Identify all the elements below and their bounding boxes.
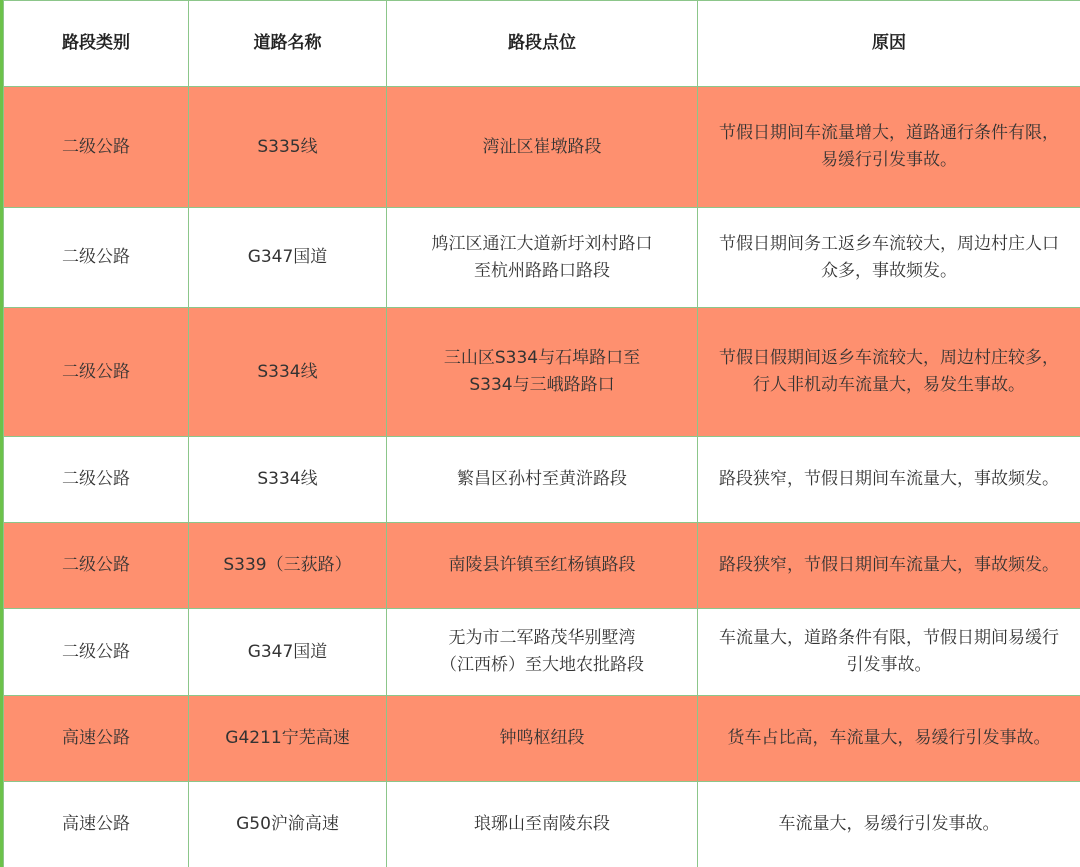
cell-road-name: G50沪渝高速	[189, 782, 387, 867]
cell-category: 高速公路	[4, 696, 189, 782]
header-reason: 原因	[698, 1, 1080, 87]
cell-location: 钟鸣枢纽段	[387, 696, 698, 782]
header-category: 路段类别	[4, 1, 189, 87]
cell-road-name: G347国道	[189, 208, 387, 308]
cell-category: 高速公路	[4, 782, 189, 867]
cell-category: 二级公路	[4, 208, 189, 308]
table-row	[4, 696, 1080, 782]
cell-reason	[698, 87, 1080, 208]
reason-line: 节假日期间车流量增大，道路通行条件有限，	[719, 123, 1059, 143]
cell-location: 南陵县许镇至红杨镇路段	[387, 523, 698, 609]
reason-line: 引发事故。	[846, 655, 932, 675]
table-row	[4, 308, 1080, 437]
cell-reason: 车流量大，易缓行引发事故。	[698, 782, 1080, 867]
cell-category: 二级公路	[4, 609, 189, 696]
cell-road-name: G347国道	[189, 609, 387, 696]
cell-location	[387, 208, 698, 308]
location-line: 无为市二军路茂华别墅湾	[448, 628, 636, 648]
cell-reason: 路段狭窄，节假日期间车流量大，事故频发。	[698, 523, 1080, 609]
header-road-name: 道路名称	[189, 1, 387, 87]
table-row	[4, 437, 1080, 523]
reason-line: 行人非机动车流量大，易发生事故。	[753, 375, 1025, 395]
cell-location: 繁昌区孙村至黄浒路段	[387, 437, 698, 523]
reason-line: 车流量大，道路条件有限，节假日期间易缓行	[719, 628, 1059, 648]
cell-reason: 货车占比高，车流量大，易缓行引发事故。	[698, 696, 1080, 782]
location-line: 鸠江区通江大道新圩刘村路口	[431, 233, 653, 254]
cell-location: 琅琊山至南陵东段	[387, 782, 698, 867]
cell-location	[387, 609, 698, 696]
reason-line: 节假日期间务工返乡车流较大，周边村庄人口	[719, 233, 1059, 254]
cell-reason: 路段狭窄，节假日期间车流量大，事故频发。	[698, 437, 1080, 523]
cell-road-name: G4211宁芜高速	[189, 696, 387, 782]
table-row	[4, 523, 1080, 609]
location-line: 至杭州路路口路段	[474, 260, 610, 281]
table-row	[4, 87, 1080, 208]
cell-road-name: S334线	[189, 437, 387, 523]
cell-road-name: S335线	[189, 87, 387, 208]
location-line: （江西桥）至大地农批路段	[440, 655, 644, 675]
reason-line: 众多，事故频发。	[821, 260, 957, 281]
table-row	[4, 782, 1080, 867]
table-header-row	[4, 1, 1080, 87]
location-line: 三山区S334与石埠路口至	[443, 348, 641, 368]
cell-reason	[698, 609, 1080, 696]
table-row	[4, 609, 1080, 696]
reason-line: 易缓行引发事故。	[821, 150, 957, 170]
cell-road-name: S334线	[189, 308, 387, 437]
cell-category: 二级公路	[4, 437, 189, 523]
cell-reason	[698, 208, 1080, 308]
location-line: S334与三峨路路口	[469, 375, 615, 395]
cell-road-name: S339（三荻路）	[189, 523, 387, 609]
cell-category: 二级公路	[4, 523, 189, 609]
cell-category: 二级公路	[4, 308, 189, 437]
cell-location	[387, 308, 698, 437]
road-hazard-table	[3, 0, 1080, 867]
cell-location: 湾沚区崔墩路段	[387, 87, 698, 208]
reason-line: 节假日假期间返乡车流较大，周边村庄较多，	[719, 348, 1059, 368]
cell-category: 二级公路	[4, 87, 189, 208]
table-row	[4, 208, 1080, 308]
cell-reason	[698, 308, 1080, 437]
header-location: 路段点位	[387, 1, 698, 87]
